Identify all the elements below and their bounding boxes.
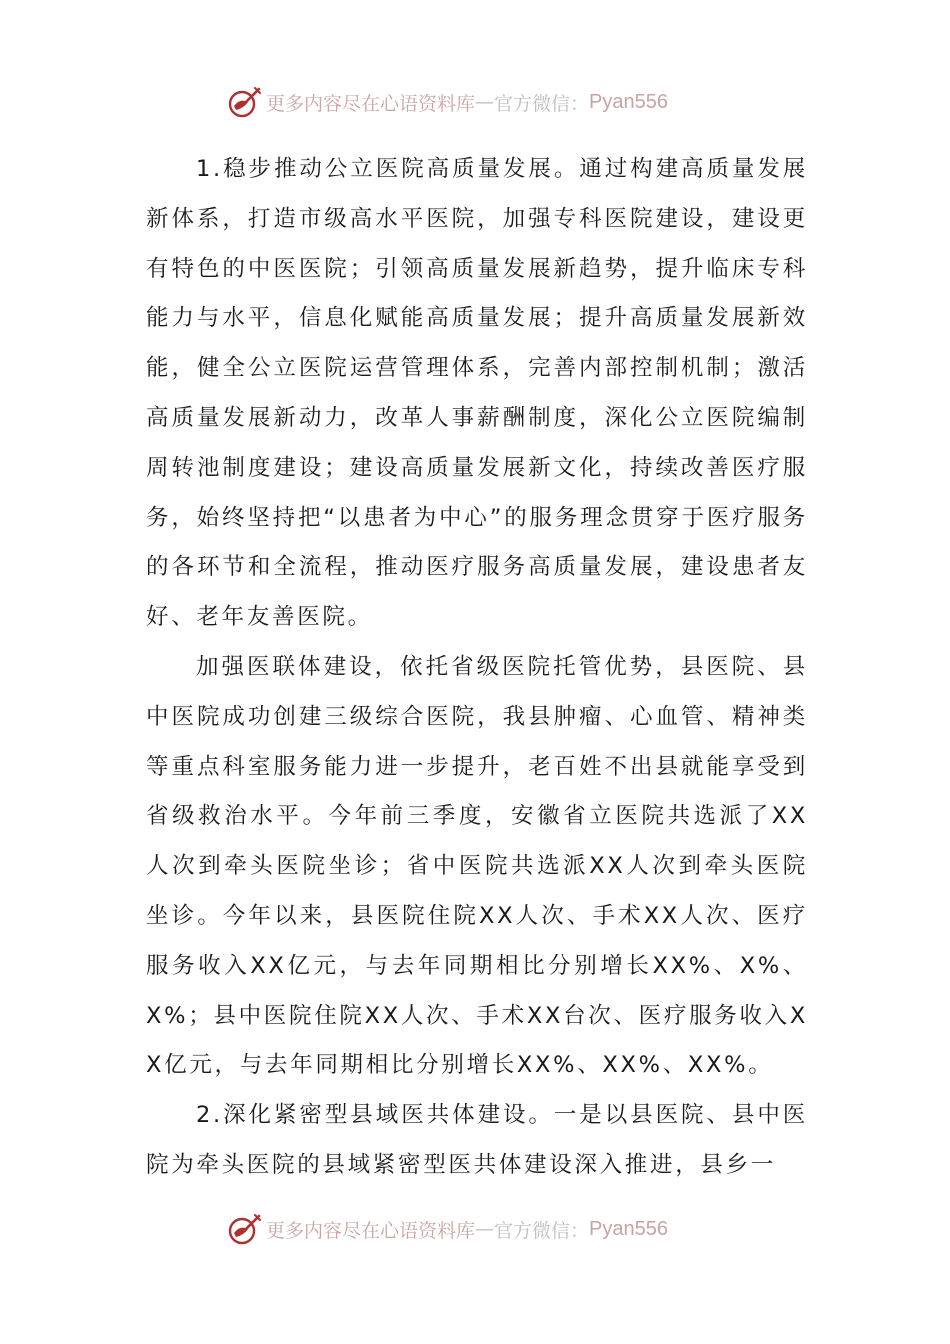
banner-promo-text: 更多内容尽在心语资料库 bbox=[266, 1219, 476, 1242]
paragraph-3: 2.深化紧密型县域医共体建设。一是以县医院、县中医院为牵头医院的县域紧密型医共体建设深入推进，县乡一 bbox=[146, 1102, 808, 1178]
document-body bbox=[146, 145, 808, 1191]
banner-dash: — bbox=[475, 1218, 495, 1240]
banner-wechat-id: Pyan556 bbox=[589, 1217, 668, 1240]
banner-dash: — bbox=[475, 91, 495, 113]
banner-wechat-label: 官方微信： bbox=[494, 92, 590, 115]
header-watermark-banner bbox=[226, 82, 668, 122]
banner-promo-text: 更多内容尽在心语资料库 bbox=[266, 92, 476, 115]
paragraph-1: 1.稳步推动公立医院高质量发展。通过构建高质量发展新体系，打造市级高水平医院，加强专科医院建设，建设更有特色的中医医院；引领高质量发展新趋势，提升临床专科能力与水平，信息化赋能高质量发展；提升高质量发展新效能，健全公立医院运营管理体系，完善内部控制机制；激活高质量发展新动力，改革人事薪酬制度，深化公立医院编制周转池制度建设；建设高质量发展新文化，持续改善医疗服务，始终坚持把“以患者为中心”的服务理念贯穿于医疗服务的各环节和全流程，推动医疗服务高质量发展，建设患者友好、老年友善医院。 bbox=[146, 156, 808, 631]
footer-watermark-banner bbox=[226, 1209, 668, 1249]
pen-logo-icon bbox=[226, 84, 262, 120]
pen-logo-icon bbox=[226, 1211, 262, 1247]
paragraph-2: 加强医联体建设，依托省级医院托管优势，县医院、县中医院成功创建三级综合医院，我县肿瘤、心血管、精神类等重点科室服务能力进一步提升，老百姓不出县就能享受到省级救治水平。今年前三季度，安徽省立医院共选派了XX人次到牵头医院坐诊；省中医院共选派XX人次到牵头医院坐诊。今年以来，县医院住院XX人次、手术XX人次、医疗服务收入XX亿元，与去年同期相比分别增长XX%、X%、X%；县中医院住院XX人次、手术XX台次、医疗服务收入XX亿元，与去年同期相比分别增长XX%、XX%、XX%。 bbox=[146, 653, 808, 1079]
banner-wechat-id: Pyan556 bbox=[589, 90, 668, 113]
banner-wechat-label: 官方微信： bbox=[494, 1219, 590, 1242]
